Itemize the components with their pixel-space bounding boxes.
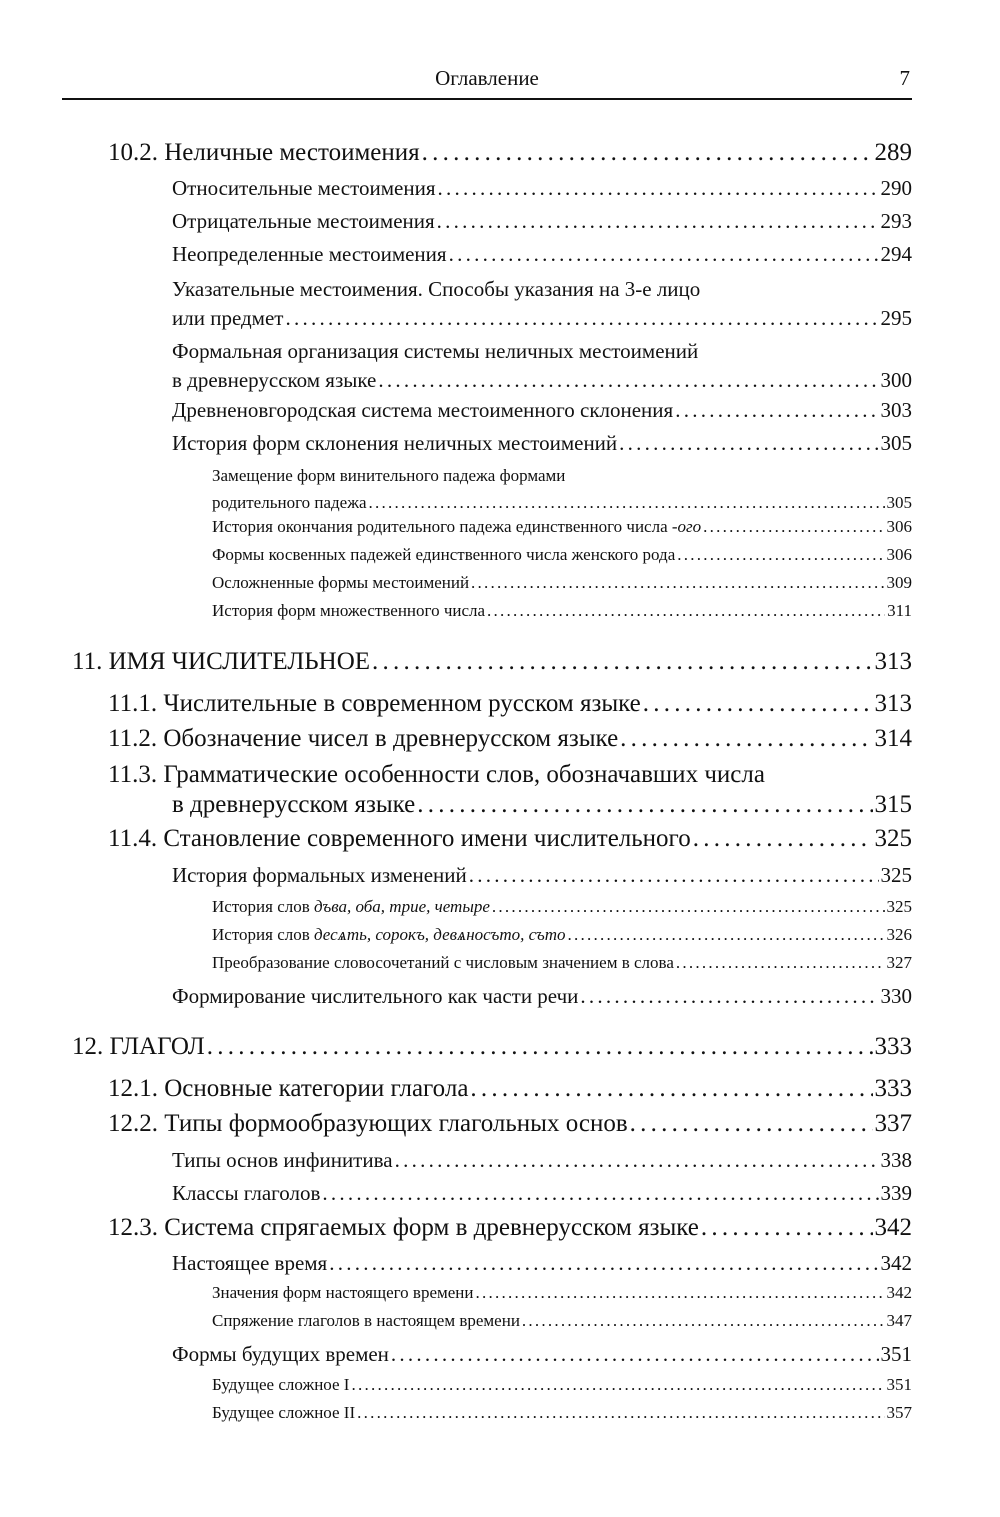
toc-entry-italic: десѧть, сорокъ, девѧносъто, съто bbox=[314, 925, 566, 944]
toc-entry-page: 306 bbox=[886, 545, 912, 564]
toc-entry[interactable] bbox=[172, 863, 912, 888]
leader-dots bbox=[437, 209, 879, 234]
toc-entry-page: 313 bbox=[874, 648, 912, 675]
toc-entry-title: История формальных изменений bbox=[172, 863, 467, 887]
leader-dots bbox=[568, 925, 885, 945]
toc-entry-title: Формирование числительного как части речи bbox=[172, 984, 579, 1008]
toc-entry-page: 306 bbox=[886, 517, 912, 536]
toc-entry-title: Преобразование словосочетаний с числовым значением в слова bbox=[212, 953, 674, 972]
toc-entry-title: 11.4. Становление современного имени числительного bbox=[108, 825, 691, 852]
toc-entry-page: 313 bbox=[874, 690, 912, 717]
toc-entry[interactable] bbox=[108, 725, 912, 753]
toc-entry[interactable] bbox=[108, 1075, 912, 1103]
leader-dots bbox=[487, 601, 885, 621]
leader-dots bbox=[329, 1251, 878, 1276]
leader-dots bbox=[449, 242, 879, 267]
toc-entry-title: История слов bbox=[212, 925, 310, 944]
toc-entry-title: 11.3. Грамматические особенности слов, обозначавших числа bbox=[108, 761, 765, 788]
leader-dots bbox=[619, 431, 878, 456]
leader-dots bbox=[476, 1283, 885, 1303]
toc-entry[interactable] bbox=[212, 1311, 912, 1331]
toc-entry-title: Формы будущих времен bbox=[172, 1342, 389, 1366]
leader-dots bbox=[630, 1110, 873, 1138]
toc-chapter[interactable] bbox=[72, 648, 912, 676]
toc-entry-page: 342 bbox=[880, 1251, 912, 1275]
toc-entry-page: 325 bbox=[874, 825, 912, 852]
toc-entry-page: 351 bbox=[886, 1375, 912, 1394]
leader-dots bbox=[369, 488, 885, 518]
toc-entry-page: 309 bbox=[886, 573, 912, 592]
toc-entry-title: Значения форм настоящего времени bbox=[212, 1283, 474, 1302]
toc-entry-page: 289 bbox=[874, 139, 912, 166]
toc-entry-title: История форм множественного числа bbox=[212, 601, 486, 620]
toc-entry-page: 300 bbox=[880, 368, 912, 392]
toc-entry-title: Указательные местоимения. Способы указания на 3-е лицо bbox=[172, 277, 701, 301]
toc-entry-page: 333 bbox=[874, 1075, 912, 1102]
leader-dots bbox=[701, 1214, 873, 1242]
toc-entry[interactable] bbox=[212, 573, 912, 593]
leader-dots bbox=[675, 398, 878, 423]
toc-entry-title: 11. ИМЯ ЧИСЛИТЕЛЬНОЕ bbox=[72, 648, 371, 675]
toc-entry-title: Неопределенные местоимения bbox=[172, 242, 447, 266]
toc-entry-title: 11.2. Обозначение чисел в древнерусском языке bbox=[108, 725, 619, 752]
toc-entry-title: История форм склонения неличных местоимений bbox=[172, 431, 618, 455]
leader-dots bbox=[469, 863, 879, 888]
toc-entry[interactable] bbox=[108, 690, 912, 718]
toc-entry-title: История окончания родительного падежа единственного числа bbox=[212, 517, 668, 536]
toc-entry-page: 314 bbox=[874, 725, 912, 752]
toc-entry[interactable] bbox=[172, 1181, 912, 1206]
toc-entry-title: 11.1. Числительные в современном русском языке bbox=[108, 690, 641, 717]
toc-entry-page: 337 bbox=[874, 1110, 912, 1137]
toc-entry-page: 342 bbox=[874, 1214, 912, 1241]
toc-entry-title: Настоящее время bbox=[172, 1251, 328, 1275]
toc-entry-title: 12.3. Система спрягаемых форм в древнерусском языке bbox=[108, 1214, 699, 1241]
toc-entry[interactable] bbox=[108, 1214, 912, 1242]
leader-dots bbox=[372, 648, 872, 676]
toc-entry[interactable] bbox=[212, 601, 912, 621]
toc-entry[interactable] bbox=[212, 517, 912, 537]
toc-entry-page: 326 bbox=[886, 925, 912, 944]
toc-entry-page: 315 bbox=[874, 791, 912, 818]
toc-entry-title: Будущее сложное II bbox=[212, 1403, 356, 1422]
toc-entry-title: Формы косвенных падежей единственного числа женского рода bbox=[212, 545, 676, 564]
toc-entry[interactable] bbox=[172, 209, 912, 234]
toc-entry-title: 12.2. Типы формообразующих глагольных основ bbox=[108, 1110, 628, 1137]
toc-entry-page: 339 bbox=[880, 1181, 912, 1205]
toc-entry-page: 311 bbox=[887, 601, 912, 620]
toc-entry-page: 330 bbox=[880, 984, 912, 1008]
leader-dots bbox=[422, 139, 873, 167]
toc-entry-title: История слов bbox=[212, 897, 310, 916]
toc-entry-title-cont: в древнерусском языке bbox=[172, 791, 416, 818]
toc-entry-page: 347 bbox=[886, 1311, 912, 1330]
toc-entry-italic: дъва, оба, трие, четыре bbox=[314, 897, 490, 916]
toc-entry[interactable] bbox=[212, 464, 912, 518]
leader-dots bbox=[470, 1075, 872, 1103]
toc-entry[interactable] bbox=[108, 139, 912, 167]
toc-entry-title: Древненовгородская система местоименного склонения bbox=[172, 398, 674, 422]
leader-dots bbox=[417, 790, 872, 820]
toc-entry-page: 338 bbox=[880, 1148, 912, 1172]
toc-entry-page: 305 bbox=[886, 493, 912, 512]
leader-dots bbox=[643, 690, 873, 718]
toc-entry-page: 294 bbox=[880, 242, 912, 266]
toc-entry[interactable] bbox=[172, 1342, 912, 1367]
leader-dots bbox=[285, 303, 878, 333]
toc-chapter[interactable] bbox=[72, 1033, 912, 1061]
toc-entry[interactable] bbox=[108, 1110, 912, 1138]
toc-entry-page: 303 bbox=[880, 398, 912, 422]
toc-entry[interactable] bbox=[212, 897, 912, 917]
leader-dots bbox=[492, 897, 885, 917]
toc-entry-title: Типы основ инфинитива bbox=[172, 1148, 393, 1172]
leader-dots bbox=[437, 176, 878, 201]
toc-entry-title: Отрицательные местоимения bbox=[172, 209, 435, 233]
leader-dots bbox=[620, 725, 872, 753]
toc-entry-title: Осложненные формы местоимений bbox=[212, 573, 470, 592]
toc-entry[interactable] bbox=[172, 275, 912, 333]
toc-entry-title: Классы глаголов bbox=[172, 1181, 321, 1205]
toc-entry[interactable] bbox=[212, 1283, 912, 1303]
running-header-title: Оглавление bbox=[435, 66, 539, 90]
toc-entry-page: 351 bbox=[880, 1342, 912, 1366]
toc-entry-page: 293 bbox=[880, 209, 912, 233]
toc-entry-page: 325 bbox=[880, 863, 912, 887]
toc-entry-title: 12. ГЛАГОЛ bbox=[72, 1033, 205, 1060]
running-header bbox=[62, 62, 912, 100]
toc-entry-italic: -ого bbox=[671, 517, 702, 536]
toc-entry[interactable] bbox=[212, 1375, 912, 1395]
leader-dots bbox=[677, 545, 884, 565]
toc-entry[interactable] bbox=[172, 984, 912, 1009]
toc-entry-title: Спряжение глаголов в настоящем времени bbox=[212, 1311, 520, 1330]
toc-entry[interactable] bbox=[172, 1251, 912, 1276]
leader-dots bbox=[693, 825, 873, 853]
toc-entry-page: 325 bbox=[886, 897, 912, 916]
toc-entry[interactable] bbox=[172, 398, 912, 423]
leader-dots bbox=[471, 573, 884, 593]
leader-dots bbox=[357, 1403, 884, 1423]
toc-entry[interactable] bbox=[108, 760, 912, 820]
toc-entry-page: 357 bbox=[886, 1403, 912, 1422]
leader-dots bbox=[351, 1375, 884, 1395]
leader-dots bbox=[378, 365, 878, 395]
toc-entry-page: 333 bbox=[874, 1033, 912, 1060]
leader-dots bbox=[580, 984, 878, 1009]
toc-entry[interactable] bbox=[212, 545, 912, 565]
toc-entry-page: 327 bbox=[886, 953, 912, 972]
toc-entry[interactable] bbox=[172, 242, 912, 267]
leader-dots bbox=[676, 953, 885, 973]
toc-entry[interactable] bbox=[172, 337, 912, 395]
toc-entry-title: 12.1. Основные категории глагола bbox=[108, 1075, 469, 1102]
toc-entry-title: Формальная организация системы неличных местоимений bbox=[172, 339, 699, 363]
leader-dots bbox=[322, 1181, 878, 1206]
leader-dots bbox=[395, 1148, 879, 1173]
toc-entry-title: Будущее сложное I bbox=[212, 1375, 350, 1394]
toc-entry-page: 290 bbox=[880, 176, 912, 200]
toc-entry[interactable] bbox=[172, 431, 912, 456]
toc-entry-page: 305 bbox=[880, 431, 912, 455]
leader-dots bbox=[391, 1342, 879, 1367]
page-number: 7 bbox=[899, 66, 910, 90]
toc-entry[interactable] bbox=[172, 176, 912, 201]
toc-entry-page: 295 bbox=[880, 306, 912, 330]
leader-dots bbox=[703, 517, 884, 537]
toc-entry-page: 342 bbox=[886, 1283, 912, 1302]
toc-entry-title-cont: в древнерусском языке bbox=[172, 368, 377, 392]
leader-dots bbox=[207, 1033, 873, 1061]
toc-entry[interactable] bbox=[108, 825, 912, 853]
toc-entry-title: Относительные местоимения bbox=[172, 176, 436, 200]
toc-entry[interactable] bbox=[212, 925, 912, 945]
toc-entry-title-cont: или предмет bbox=[172, 306, 284, 330]
toc-entry-title-cont: родительного падежа bbox=[212, 493, 367, 512]
toc-entry[interactable] bbox=[172, 1148, 912, 1173]
toc-entry-title: 10.2. Неличные местоимения bbox=[108, 139, 420, 166]
toc-entry[interactable] bbox=[212, 953, 912, 973]
toc-entry[interactable] bbox=[212, 1403, 912, 1423]
leader-dots bbox=[522, 1311, 885, 1331]
toc-entry-title: Замещение форм винительного падежа формами bbox=[212, 466, 566, 485]
